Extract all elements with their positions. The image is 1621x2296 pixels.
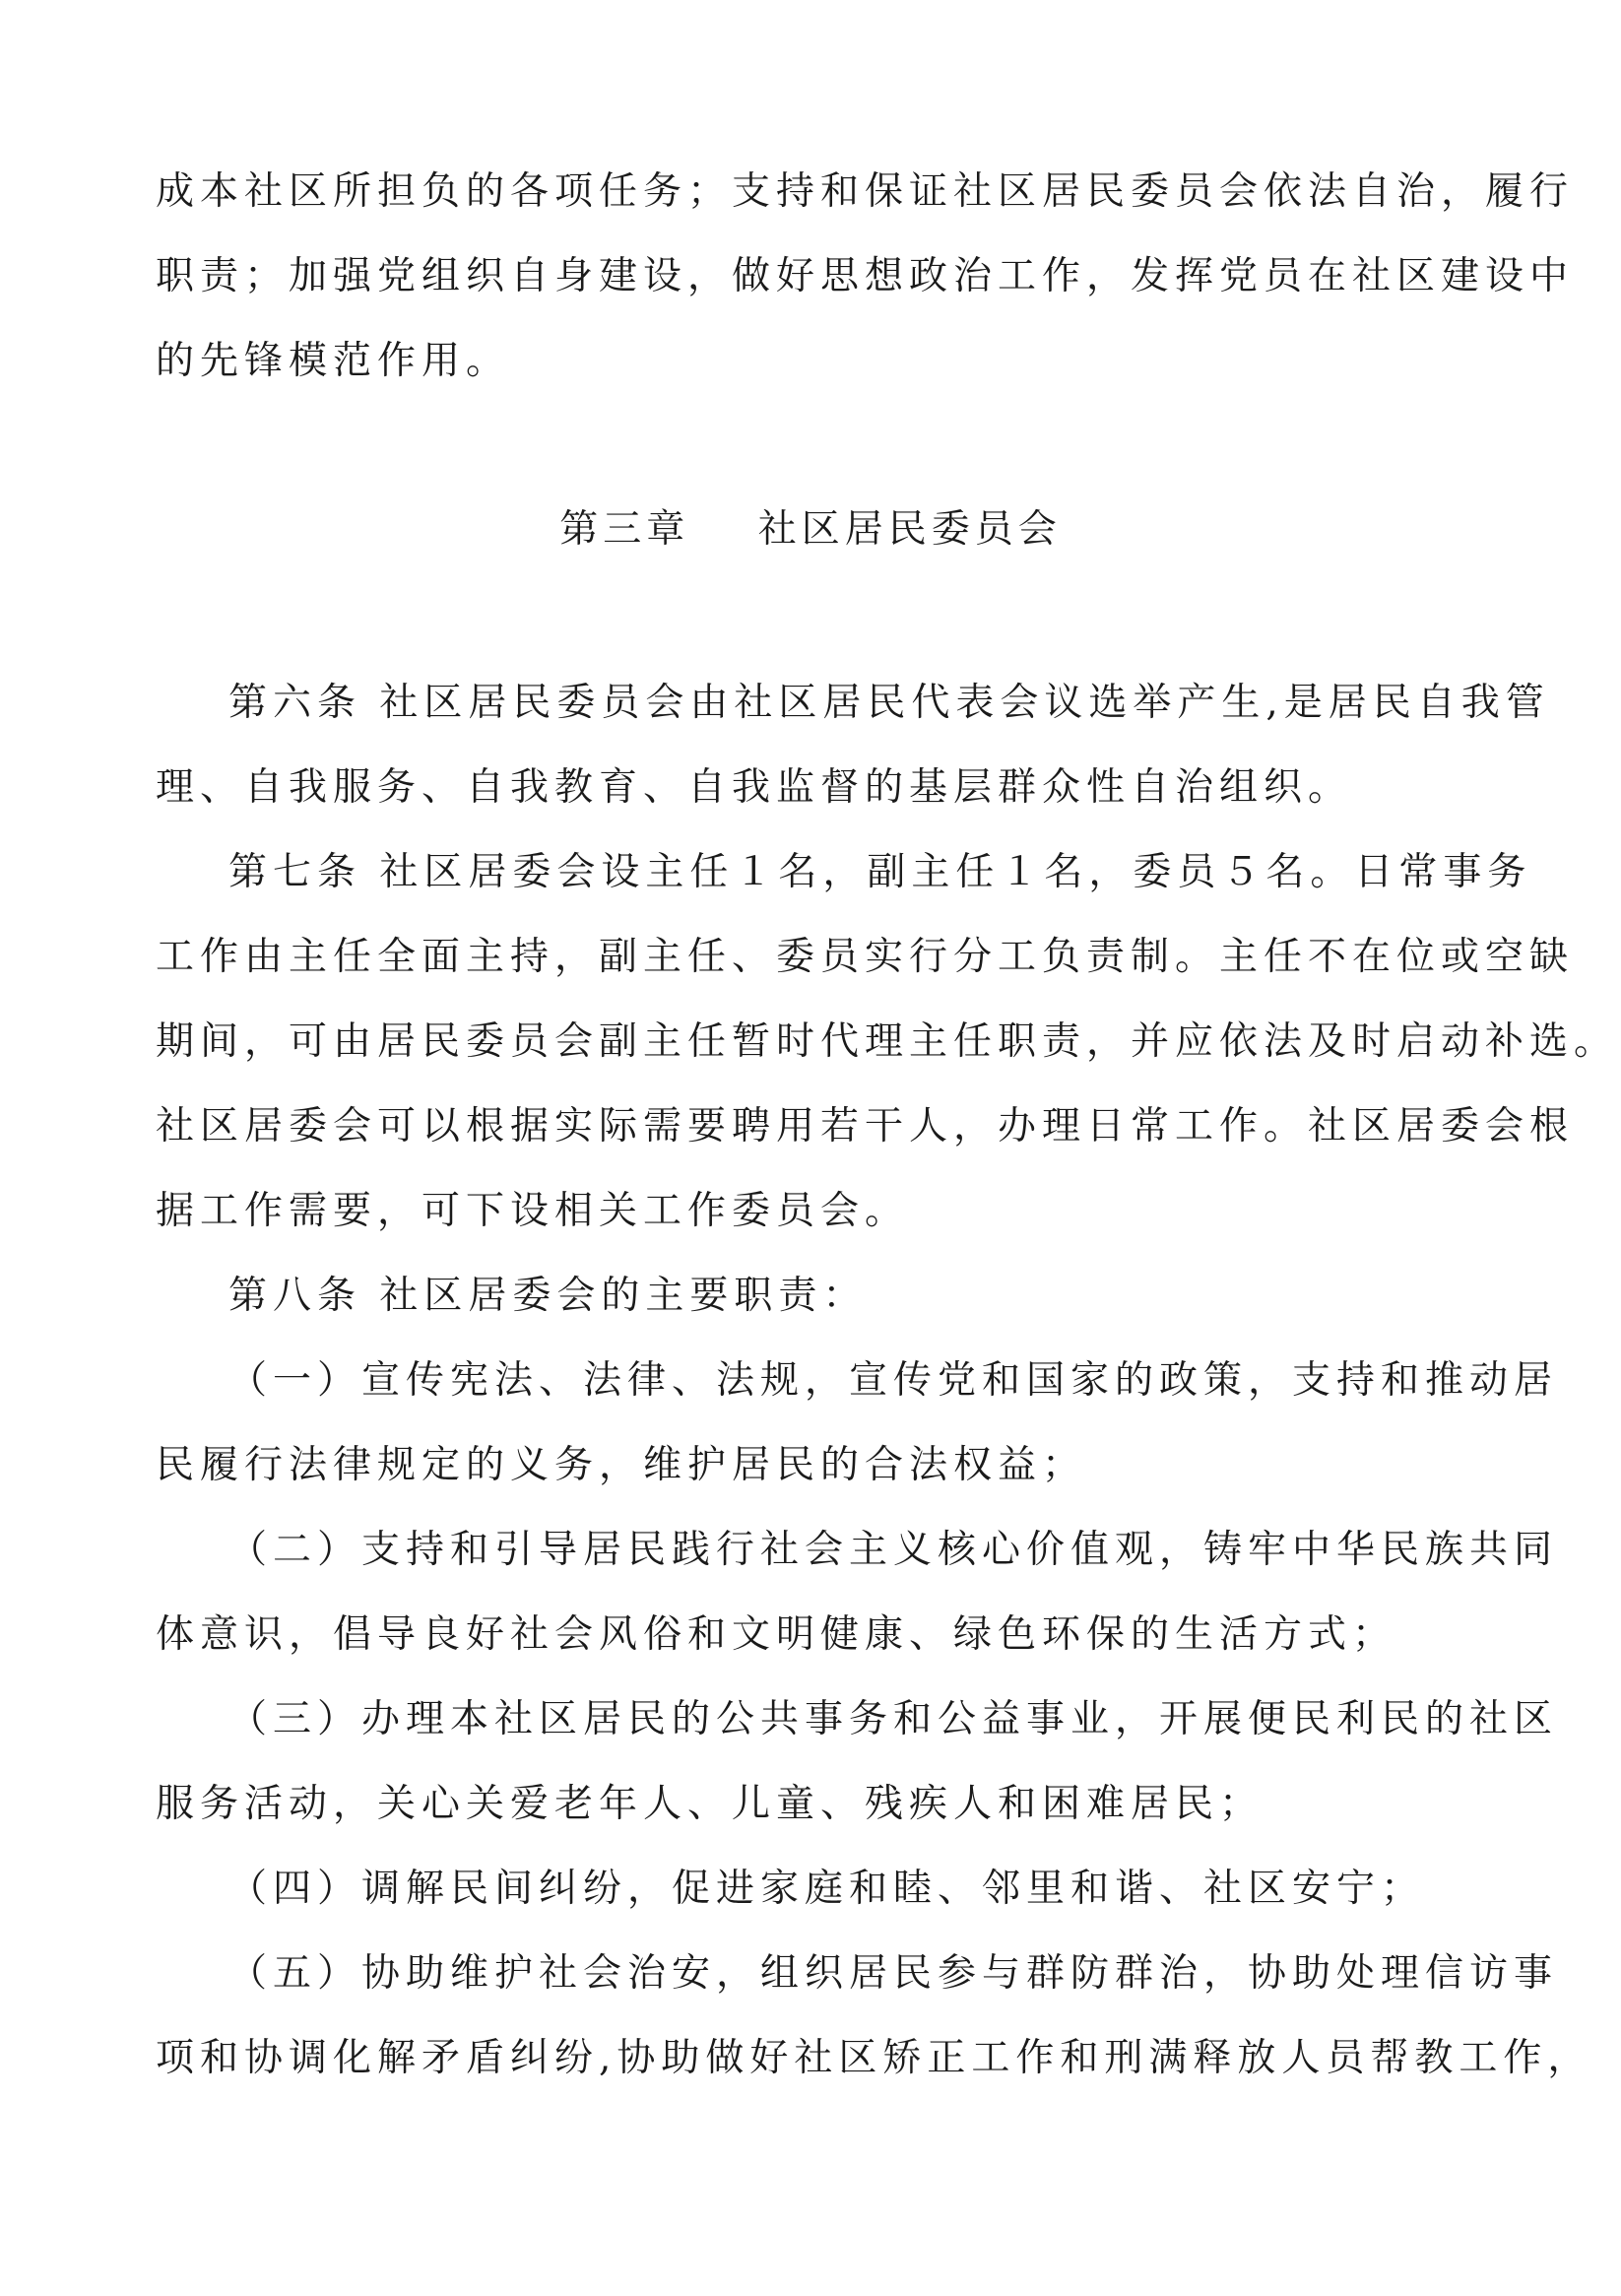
paragraph-line: 成本社区所担负的各项任务；支持和保证社区居民委员会依法自治，履行 xyxy=(156,169,1575,214)
item-2-line: （二）支持和引导居民践行社会主义核心价值观，铸牢中华民族共同 xyxy=(228,1528,1559,1572)
article-7-line: 第七条 社区居委会设主任１名，副主任１名，委员５名。日常事务 xyxy=(228,850,1532,894)
paragraph-line: 的先锋模范作用。 xyxy=(156,339,511,383)
item-1-line: 民履行法律规定的义务，维护居民的合法权益； xyxy=(156,1443,1087,1487)
item-3-line: 服务活动，关心关爱老年人、儿童、残疾人和困难居民； xyxy=(156,1782,1264,1826)
item-5-line: （五）协助维护社会治安，组织居民参与群防群治，协助处理信访事 xyxy=(228,1951,1559,1996)
article-7-line: 期间，可由居民委员会副主任暂时代理主任职责，并应依法及时启动补选。 xyxy=(156,1019,1619,1064)
item-2-line: 体意识，倡导良好社会风俗和文明健康、绿色环保的生活方式； xyxy=(156,1612,1397,1657)
article-6-line: 第六条 社区居民委员会由社区居民代表会议选举产生,是居民自我管 xyxy=(228,681,1550,725)
item-5-line: 项和协调化解矛盾纠纷,协助做好社区矫正工作和刑满释放人员帮教工作， xyxy=(156,2036,1592,2080)
item-1-line: （一）宣传宪法、法律、法规，宣传党和国家的政策，支持和推动居 xyxy=(228,1358,1559,1403)
item-3-line: （三）办理本社区居民的公共事务和公益事业，开展便民利民的社区 xyxy=(228,1697,1559,1741)
article-7-line: 据工作需要，可下设相关工作委员会。 xyxy=(156,1189,910,1233)
article-8-title: 第八条 社区居委会的主要职责： xyxy=(228,1274,868,1318)
article-6-line: 理、自我服务、自我教育、自我监督的基层群众性自治组织。 xyxy=(156,765,1353,810)
article-7-line: 工作由主任全面主持，副主任、委员实行分工负责制。主任不在位或空缺 xyxy=(156,935,1575,979)
article-7-line: 社区居委会可以根据实际需要聘用若干人，办理日常工作。社区居委会根 xyxy=(156,1104,1575,1148)
item-4-line: （四）调解民间纠纷，促进家庭和睦、邻里和谐、社区安宁； xyxy=(228,1867,1426,1911)
paragraph-line: 职责；加强党组织自身建设，做好思想政治工作，发挥党员在社区建设中 xyxy=(156,254,1575,298)
chapter-heading: 第三章 社区居民委员会 xyxy=(559,507,1062,552)
